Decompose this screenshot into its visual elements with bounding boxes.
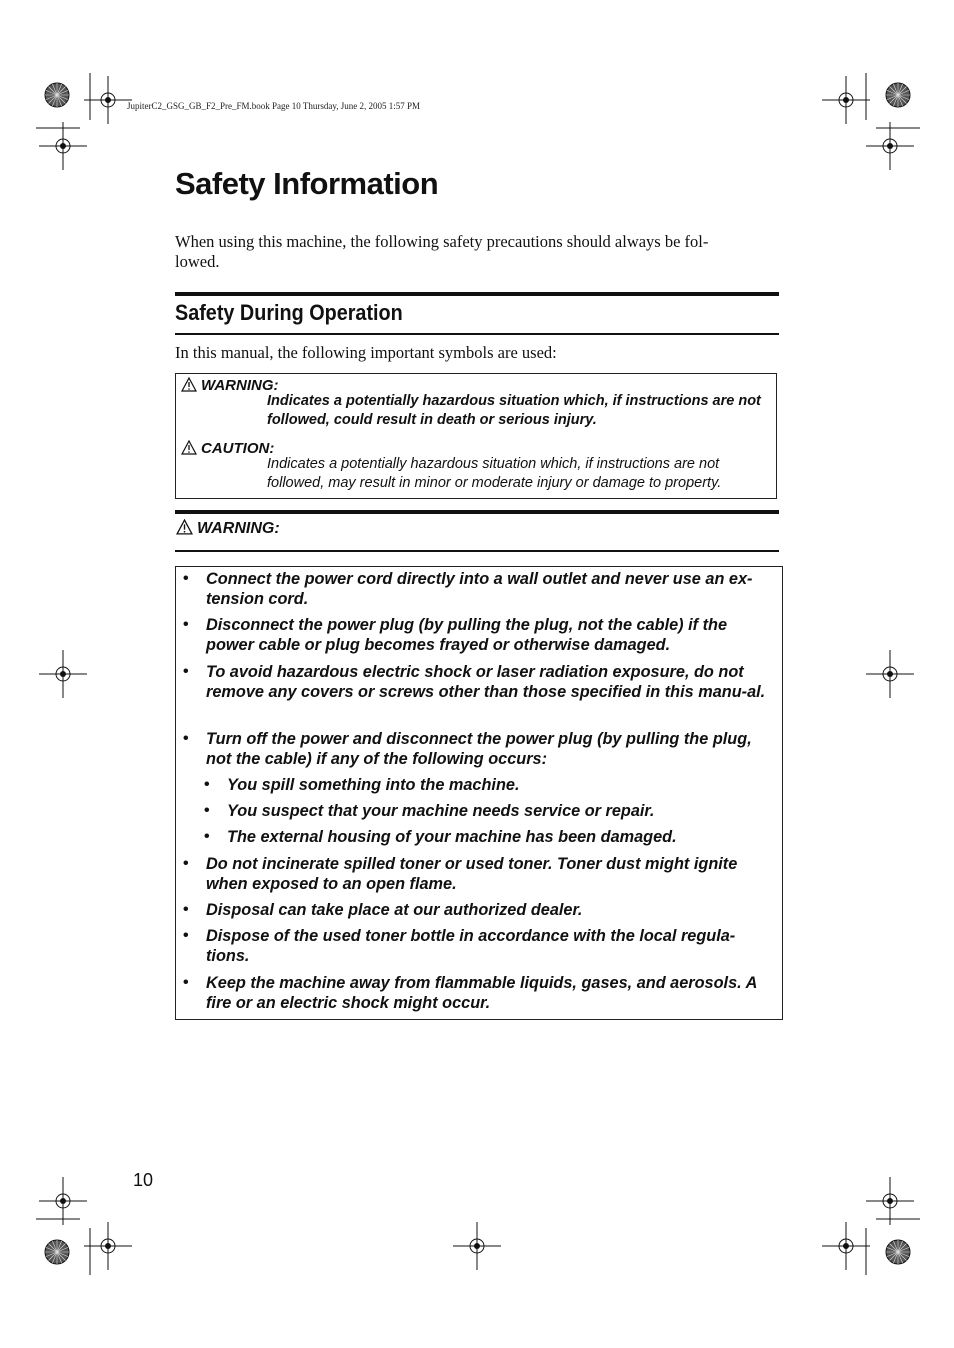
warning-rule-top (175, 510, 779, 514)
list-item: • Disposal can take place at our authorized dealer. (183, 901, 583, 919)
warning-triangle-icon (176, 519, 193, 535)
list-item: • Dispose of the used toner bottle in accordance with the local regula-tions. (183, 927, 736, 965)
bullet-icon: • (183, 570, 189, 587)
list-item: • Keep the machine away from flammable liquids, gases, and aerosols. A fire or an electric shock might occur. (183, 974, 757, 1012)
warning-triangle-icon (181, 377, 197, 392)
bullet-icon: • (183, 730, 189, 747)
list-item: • Disconnect the power plug (by pulling the plug, not the cable) if the power cable or plug becomes frayed or otherwise damaged. (183, 616, 727, 654)
bullet-icon: • (183, 927, 189, 944)
list-item: • Do not incinerate spilled toner or used toner. Toner dust might ignite when exposed to an open flame. (183, 855, 738, 893)
list-item: • To avoid hazardous electric shock or laser radiation exposure, do not remove any covers or screws other than those specified in this manu-al. (183, 663, 766, 701)
symbol-legend-box (175, 373, 777, 499)
caution-symbol-label: CAUTION: (181, 440, 274, 457)
bullet-icon: • (183, 855, 189, 872)
bullet-icon: • (183, 663, 189, 680)
bullet-icon: • (183, 616, 189, 633)
warning-rule-bottom (175, 550, 779, 552)
list-item: • Connect the power cord directly into a wall outlet and never use an ex-tension cord. (183, 570, 753, 608)
caution-symbol-desc: Indicates a potentially hazardous situation which, if instructions are not followed, may result in minor or moderate injury or damage to property. (267, 456, 722, 491)
bullet-icon: • (183, 974, 189, 991)
bullet-icon: • (204, 802, 210, 819)
print-header: JupiterC2_GSG_GB_F2_Pre_FM.book Page 10 Thursday, June 2, 2005 1:57 PM (127, 101, 421, 111)
warning-symbol-desc: Indicates a potentially hazardous situation which, if instructions are not followed, could result in death or serious injury. (267, 393, 761, 428)
section-title: Safety During Operation (175, 300, 403, 325)
sub-list-item: • You spill something into the machine. (204, 776, 520, 794)
bullet-icon: • (183, 901, 189, 918)
page-title: Safety Information (175, 166, 439, 201)
section-rule-bottom (175, 333, 779, 335)
section-rule-top (175, 292, 779, 296)
caution-triangle-icon (181, 440, 197, 455)
bullet-icon: • (204, 776, 210, 793)
symbols-intro: In this manual, the following important symbols are used: (175, 343, 557, 362)
warning-symbol-label: WARNING: (181, 377, 279, 394)
warning-heading: WARNING: (176, 519, 280, 538)
bullet-icon: • (204, 828, 210, 845)
warning-box (175, 566, 783, 1020)
sub-list-item: • You suspect that your machine needs service or repair. (204, 802, 655, 820)
intro-paragraph: When using this machine, the following safety precautions should always be fol- lowed. (175, 232, 709, 271)
sub-list-item: • The external housing of your machine has been damaged. (204, 828, 677, 846)
page-number: 10 (133, 1170, 154, 1190)
list-item: • Turn off the power and disconnect the power plug (by pulling the plug, not the cable) if any of the following occurs: (183, 730, 752, 768)
